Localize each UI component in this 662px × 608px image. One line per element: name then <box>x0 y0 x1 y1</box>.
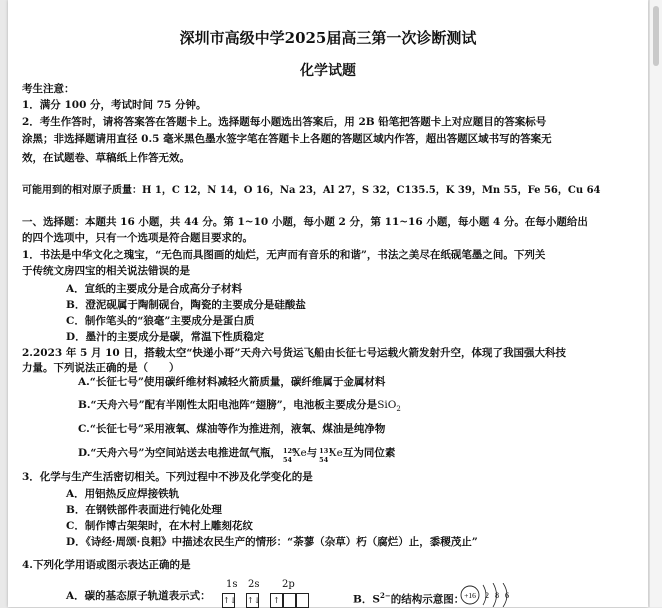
q4-option-b-text: B．S <box>353 593 380 606</box>
q2-option-b-text: B.“天舟六号”配有半刚性太阳电池阵“翅膀”，电池板主要成分是 <box>78 399 378 411</box>
notice-heading: 考生注意： <box>22 83 75 95</box>
orbital-box-2p-3 <box>296 593 309 608</box>
sulfide-charge: 2− <box>379 591 391 600</box>
q2-option-d-tail: 互为同位素 <box>342 447 396 459</box>
orbital-label-2s: 2s <box>248 579 260 590</box>
q2-option-d-text: D.“天舟六号”为空间站送去电推进氙气瓶， <box>78 447 281 459</box>
xe131-atomic-number: 54 <box>319 456 329 464</box>
q3-option-d: D．《诗经·周颂·良耜》中描述农民生产的情形：“荼蓼（杂草）朽（腐烂）止，黍稷茂止” <box>66 536 478 548</box>
q2-option-d-conjunction: 与 <box>306 447 318 459</box>
sio2-subscript: 2 <box>396 405 401 414</box>
q3-stem: 3．化学与生产生活密切相关。下列过程中不涉及化学变化的是 <box>22 471 313 483</box>
q2-option-a: A.“长征七号”使用碳纤维材料减轻火箭质量，碳纤维属于金属材料 <box>78 376 386 388</box>
exam-subtitle: 化学试题 <box>300 63 356 79</box>
scrollbar-thumb[interactable] <box>653 6 659 66</box>
shell-count-1: 2 <box>485 591 489 600</box>
section-1a: 一、选择题：本题共 16 小题，共 44 分。第 1~10 小题，每小题 2 分，第 11~16 小题，每小题 4 分。在每小题给出 <box>22 216 588 228</box>
q2-option-c: C.“长征七号”采用液氧、煤油等作为推进剂，液氧、煤油是纯净物 <box>78 423 386 435</box>
q4-option-a: A．碳的基态原子轨道表示式： <box>66 590 211 602</box>
q1-stem-a: 1．书法是中华文化之瑰宝，“无色而具图画的灿烂，无声而有音乐的和谐”，书法之美尽在纸砚笔墨之间。下列关 <box>22 249 546 261</box>
xe129-mass: 129 <box>282 447 297 455</box>
q1-option-d: D．墨汁的主要成分是碳，常温下性质稳定 <box>66 331 265 343</box>
sulfide-structure-diagram <box>459 583 549 607</box>
xe129-atomic-number: 54 <box>282 456 293 464</box>
sio2-base: SiO <box>377 399 397 411</box>
q2-stem-b: 力量。下列说法正确的是（ ） <box>22 362 180 374</box>
notice-2a: 2．考生作答时，请将答案答在答题卡上。选择题每小题选出答案后，用 2B 铅笔把答题卡上对应题目的答案标号 <box>22 116 547 128</box>
notice-2b: 涂黑；非选择题请用直径 0.5 毫米黑色墨水签字笔在答题卡上各题的答题区域内作答，超出答题区域书写的答案无 <box>22 133 552 145</box>
orbital-box-2s: ↑↓ <box>246 593 259 608</box>
shell-count-3: 6 <box>505 591 509 600</box>
xe131-symbol: Xe <box>329 447 343 459</box>
section-1b: 的四个选项中，只有一个选项是符合题目要求的。 <box>22 232 253 244</box>
q2-option-d <box>78 446 396 464</box>
orbital-box-2p-2 <box>283 593 296 608</box>
orbital-box-2p-1: ↑ <box>270 593 283 608</box>
notice-1: 1．满分 100 分，考试时间 75 分钟。 <box>22 99 207 111</box>
q1-stem-b: 于传统文房四宝的相关说法错误的是 <box>22 265 190 277</box>
shell-count-2: 8 <box>495 591 499 600</box>
xe131-notation <box>317 446 333 464</box>
q2-option-b <box>78 398 401 416</box>
q1-option-b: B．澄泥砚属于陶制砚台，陶瓷的主要成分是硅酸盐 <box>66 299 306 311</box>
q3-option-b: B．在钢铁部件表面进行钝化处理 <box>66 504 222 516</box>
sio2-formula <box>377 399 401 414</box>
orbital-label-1s: 1s <box>226 579 238 590</box>
document-page <box>8 0 648 607</box>
xe129-notation <box>281 446 297 464</box>
q4-option-b-tail: 的结构示意图： <box>390 593 465 606</box>
vertical-scrollbar[interactable] <box>649 0 662 607</box>
q4-stem: 4.下列化学用语或图示表达正确的是 <box>22 559 191 571</box>
notice-2c: 效，在试题卷、草稿纸上作答无效。 <box>22 152 190 164</box>
q4-option-b <box>353 589 464 607</box>
orbital-label-2p: 2p <box>282 579 295 590</box>
q1-option-a: A．宣纸的主要成分是合成高分子材料 <box>66 283 243 295</box>
xe129-symbol: Xe <box>292 447 307 459</box>
q1-option-c: C．制作笔头的“狼毫”主要成分是蛋白质 <box>66 315 255 327</box>
atomic-masses: 可能用到的相对原子质量：H 1，C 12，N 14，O 16，Na 23，Al 27，S 32，C135.5，K 39，Mn 55，Fe 56，Cu 64 <box>22 185 601 196</box>
q3-option-a: A．用铝热反应焊接铁轨 <box>66 488 180 500</box>
orbital-box-1s: ↑↓ <box>222 593 235 608</box>
q3-option-c: C．制作博古架架时，在木村上雕刻花纹 <box>66 520 253 532</box>
exam-title: 深圳市高级中学2025届高三第一次诊断测试 <box>179 29 477 47</box>
nucleus-charge: +16 <box>464 591 476 600</box>
q2-stem-a: 2.2023 年 5 月 10 日，搭载太空“快递小哥”天舟六号货运飞船由长征七号运载火箭发射升空，体现了我国强大科技 <box>22 347 566 359</box>
xe131-mass: 131 <box>319 447 333 455</box>
